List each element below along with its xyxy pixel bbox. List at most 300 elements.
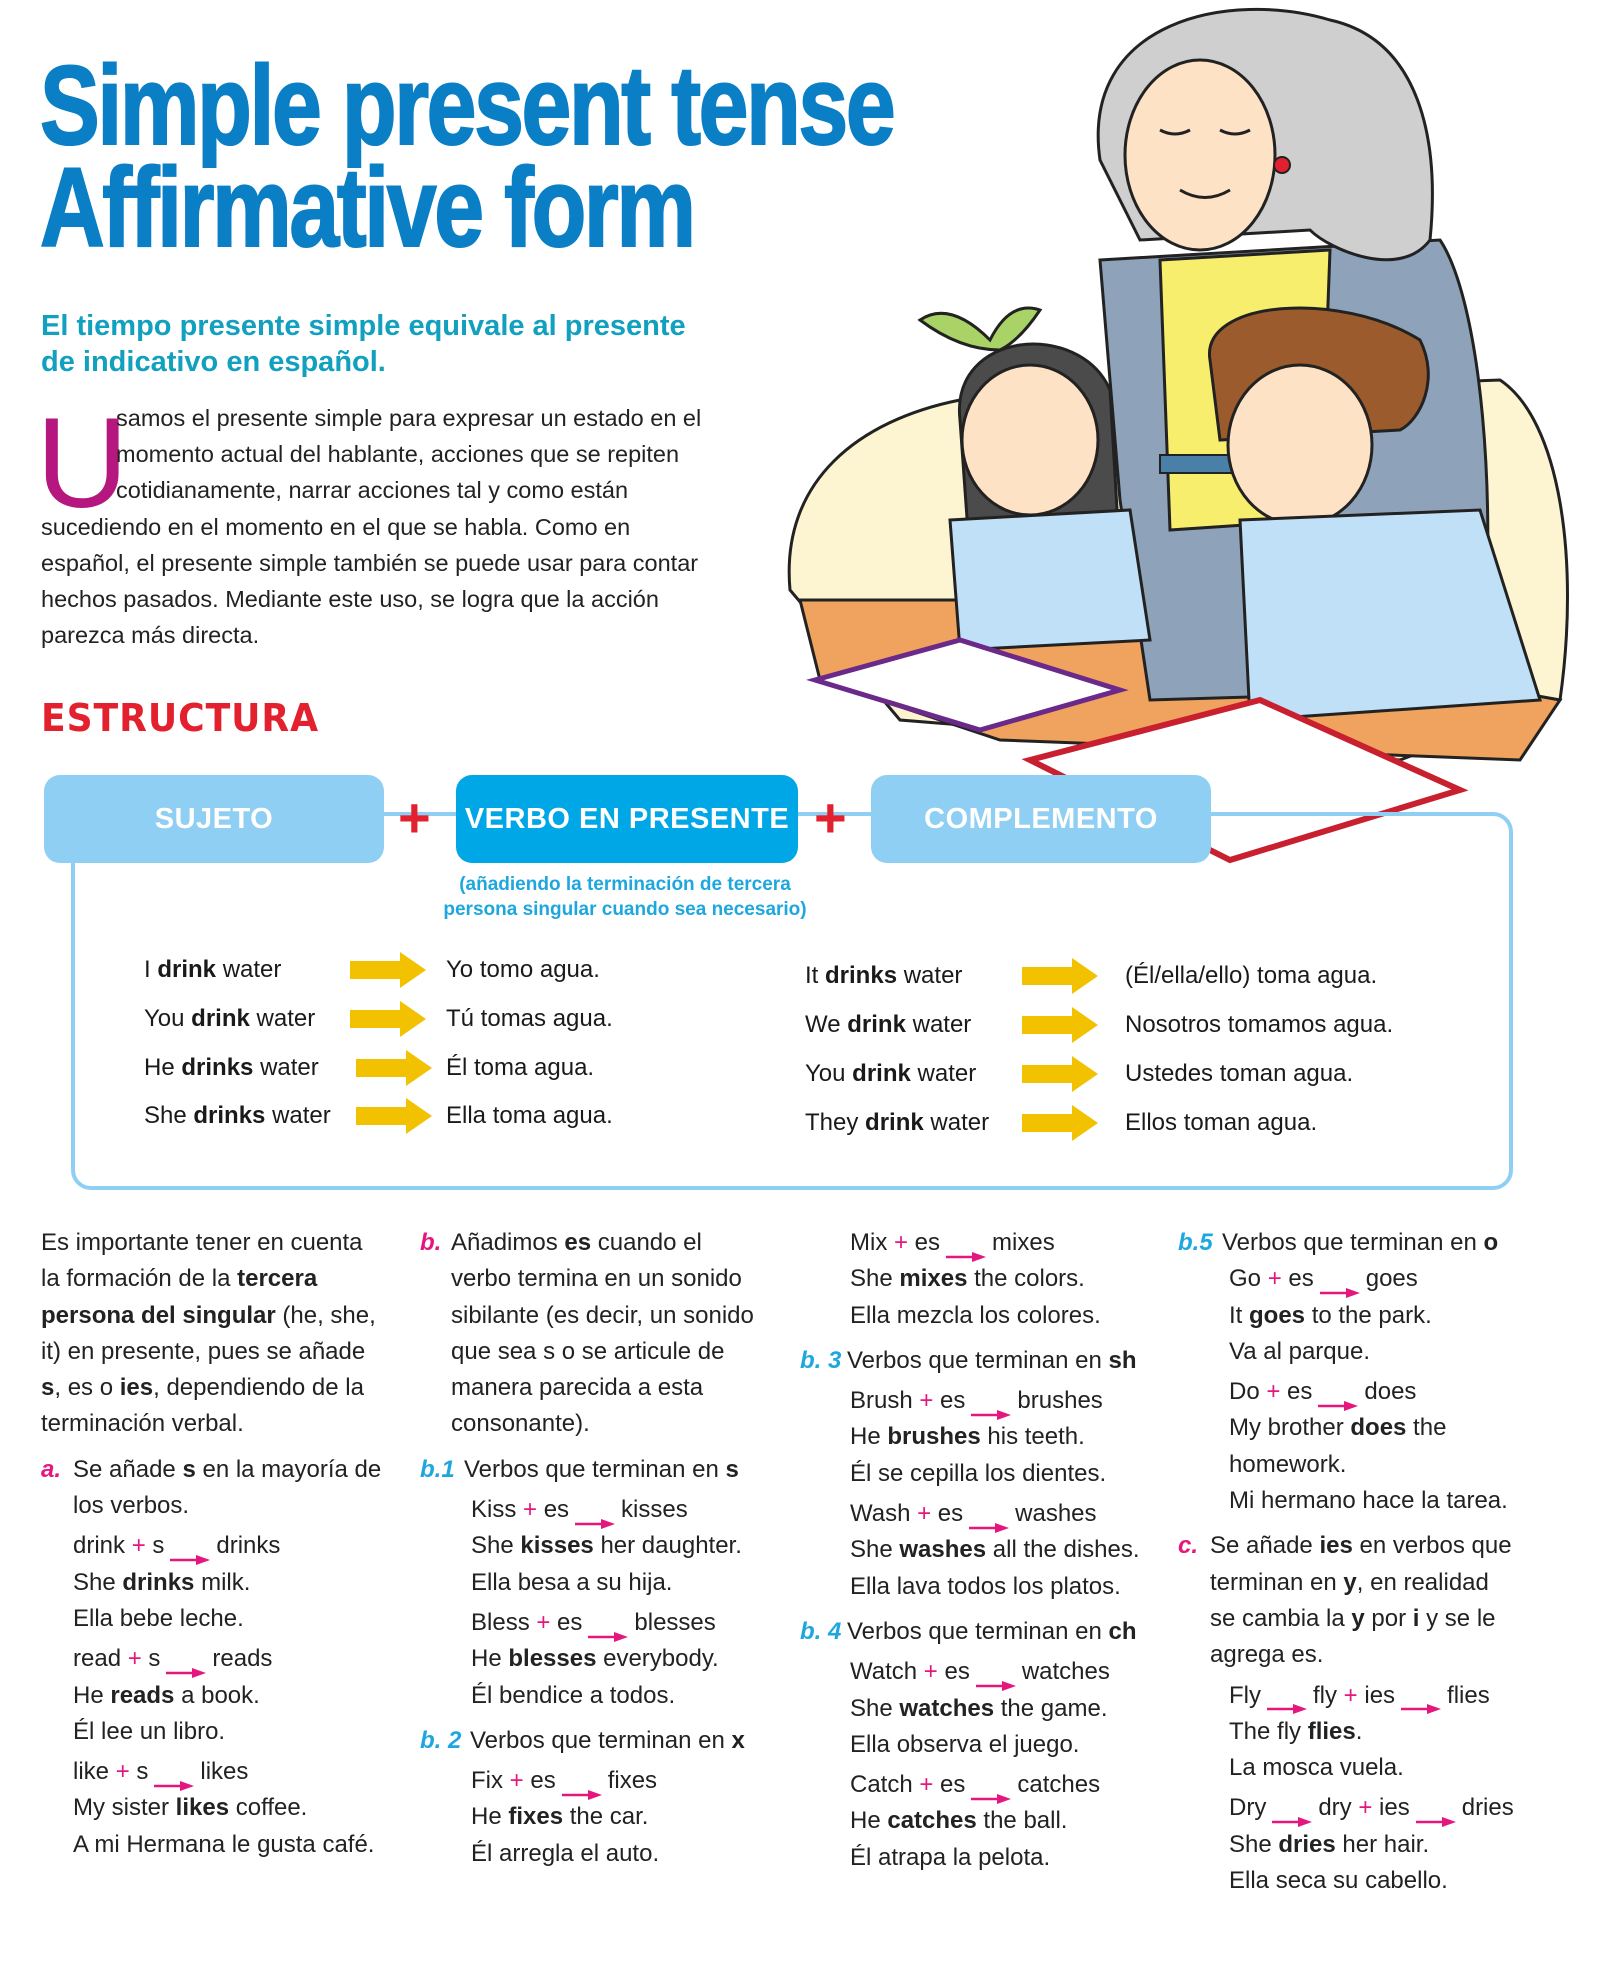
text: Añadimos xyxy=(451,1229,565,1256)
text: drinks xyxy=(216,1532,281,1560)
text-line xyxy=(1229,1334,1578,1370)
text: dry xyxy=(1318,1794,1359,1822)
english-sentence xyxy=(144,1054,319,1082)
text: He xyxy=(471,1645,509,1673)
text: Go xyxy=(1229,1265,1268,1293)
text-line xyxy=(850,1261,1180,1297)
text-line xyxy=(41,1334,411,1370)
text: flies xyxy=(1447,1681,1490,1709)
bold-text: es xyxy=(564,1229,592,1256)
text-line xyxy=(471,1763,800,1799)
rules-column xyxy=(1178,1225,1578,1899)
rule-block xyxy=(41,1452,411,1525)
rules-column xyxy=(420,1225,800,1872)
text: Ella observa el juego. xyxy=(850,1730,1080,1758)
plus-sign: + xyxy=(1343,1681,1358,1709)
example-block xyxy=(420,1605,800,1714)
english-sentence xyxy=(805,1109,989,1137)
text-line xyxy=(1229,1374,1578,1410)
text: que sea s o se articule de xyxy=(451,1337,725,1365)
bold-text: ch xyxy=(1108,1617,1137,1645)
text: all the dishes. xyxy=(986,1536,1140,1564)
text: , dependiendo de la xyxy=(153,1374,364,1402)
subject: I xyxy=(144,956,151,983)
bold-text: flies xyxy=(1307,1717,1356,1745)
text: Do xyxy=(1229,1378,1267,1406)
text: , es o xyxy=(54,1374,120,1402)
text-line xyxy=(1229,1447,1578,1483)
text: Verbos que terminan en xyxy=(470,1726,732,1754)
text: Bless xyxy=(471,1608,537,1636)
intro-line: parezca más directa. xyxy=(41,622,260,649)
verb: drinks xyxy=(825,962,898,989)
text-line xyxy=(451,1261,800,1297)
intro-line: sucediendo en el momento en el que se habla. Como en xyxy=(41,513,631,540)
rule-block xyxy=(420,1225,800,1443)
text: drink xyxy=(73,1532,132,1560)
text: blesses xyxy=(634,1608,716,1636)
text-line xyxy=(471,1528,800,1564)
yellow-arrow-icon xyxy=(1022,1056,1098,1092)
text: , en realidad xyxy=(1356,1568,1489,1596)
text: She xyxy=(850,1265,900,1293)
pink-arrow-icon xyxy=(971,1780,1011,1792)
plus-sign: + xyxy=(1266,1378,1281,1406)
plus-sign: + xyxy=(917,1500,932,1528)
text: brushes xyxy=(1017,1387,1103,1415)
text: Mix xyxy=(850,1229,894,1256)
text: fly xyxy=(1313,1681,1344,1709)
text: My sister xyxy=(73,1794,176,1822)
bold-text: blesses xyxy=(508,1645,597,1673)
text-line xyxy=(73,1641,411,1677)
text: homework. xyxy=(1229,1450,1347,1478)
text-line xyxy=(1210,1565,1578,1601)
text-line xyxy=(1210,1528,1578,1564)
text: es xyxy=(1280,1378,1313,1406)
text-line xyxy=(471,1836,800,1872)
text-line xyxy=(41,1298,411,1334)
plus-sign: + xyxy=(923,1658,938,1686)
plus-sign: + xyxy=(127,1645,142,1673)
text: Él arregla el auto. xyxy=(471,1839,660,1867)
bold-text: dries xyxy=(1278,1830,1336,1858)
page-title-line-1: Simple present tense xyxy=(40,43,894,168)
text: Ella seca su cabello. xyxy=(1229,1867,1448,1895)
complement-box: COMPLEMENTO xyxy=(871,775,1211,863)
english-sentence xyxy=(144,1102,331,1130)
text-line xyxy=(451,1406,800,1442)
rule-block xyxy=(41,1225,411,1443)
text: Fix xyxy=(471,1767,510,1795)
text: It xyxy=(1229,1301,1250,1329)
example-block xyxy=(800,1496,1180,1605)
text-line xyxy=(1229,1410,1578,1446)
plus-sign: + xyxy=(523,1496,538,1524)
text: por xyxy=(1364,1604,1413,1632)
text-line xyxy=(850,1727,1180,1763)
example-block xyxy=(41,1754,411,1863)
text: dries xyxy=(1461,1794,1514,1822)
plus-sign: + xyxy=(131,1532,146,1560)
intro-line: momento actual del hablante, acciones que se repiten xyxy=(116,441,680,468)
text: . xyxy=(1355,1717,1363,1745)
text-line xyxy=(73,1714,411,1750)
text: Él atrapa la pelota. xyxy=(850,1843,1051,1871)
text: se cambia la xyxy=(1210,1604,1352,1632)
object: water xyxy=(917,1060,977,1087)
bold-text: o xyxy=(1483,1229,1499,1256)
plus-sign: + xyxy=(115,1758,130,1786)
rules-column xyxy=(41,1225,411,1863)
spanish-translation: Yo tomo agua. xyxy=(446,956,600,983)
plus-sign: + xyxy=(1267,1265,1282,1293)
pink-arrow-icon xyxy=(1416,1803,1456,1815)
text: She xyxy=(850,1694,900,1722)
text: everybody. xyxy=(596,1645,719,1673)
bold-text: tercera xyxy=(237,1265,318,1293)
text: ies xyxy=(1357,1681,1396,1709)
teacher-children-illustration xyxy=(770,0,1600,880)
text: Verbos que terminan en xyxy=(1222,1229,1484,1256)
text-line xyxy=(73,1601,411,1637)
text: s xyxy=(129,1758,149,1786)
intro-line: español, el presente simple también se puede usar para contar xyxy=(41,549,699,576)
plus-sign: + xyxy=(536,1608,551,1636)
plus-sign-2: + xyxy=(814,786,847,849)
bold-text: sh xyxy=(1108,1346,1137,1374)
rule-label: a. xyxy=(41,1455,62,1483)
example-block xyxy=(800,1225,1180,1334)
yellow-arrow-icon xyxy=(356,1098,432,1134)
text-line xyxy=(1229,1261,1578,1297)
text-line xyxy=(850,1767,1180,1803)
text: the xyxy=(1406,1414,1447,1442)
subject: It xyxy=(805,962,819,989)
example-block xyxy=(420,1763,800,1872)
text-line xyxy=(73,1790,411,1826)
intro-line: hechos pasados. Mediante este uso, se logra que la acción xyxy=(41,586,659,612)
rule-label: b. 3 xyxy=(800,1346,842,1374)
text: es xyxy=(537,1496,570,1524)
plus-sign-1: + xyxy=(398,786,431,849)
text: Mi hermano hace la tarea. xyxy=(1229,1487,1508,1515)
bold-text: washes xyxy=(899,1536,987,1564)
spanish-translation: Tú tomas agua. xyxy=(446,1004,613,1032)
text-line xyxy=(451,1225,800,1261)
pink-arrow-icon xyxy=(946,1238,986,1250)
english-sentence xyxy=(805,962,962,990)
text: to the park. xyxy=(1305,1301,1432,1329)
text-line xyxy=(73,1827,411,1863)
pink-arrow-icon xyxy=(166,1654,206,1666)
subject: You xyxy=(805,1060,846,1087)
subject-box: SUJETO xyxy=(44,775,384,863)
text: La mosca vuela. xyxy=(1229,1754,1404,1782)
text: He xyxy=(850,1807,888,1835)
intro-line: samos el presente simple para expresar un estado en el xyxy=(116,405,702,431)
bold-text: brushes xyxy=(887,1423,981,1451)
verb: drinks xyxy=(181,1053,254,1081)
pink-arrow-icon xyxy=(588,1618,628,1630)
example-block xyxy=(41,1641,411,1750)
rule-label: b. xyxy=(420,1229,442,1256)
text-line xyxy=(1229,1483,1578,1519)
plus-sign: + xyxy=(1358,1794,1373,1822)
text: Ella lava todos los platos. xyxy=(850,1572,1121,1600)
text: agrega es. xyxy=(1210,1641,1324,1669)
yellow-arrow-icon xyxy=(1022,1007,1098,1043)
pink-arrow-icon xyxy=(1272,1803,1312,1815)
text: the ball. xyxy=(976,1807,1068,1835)
verb: drink xyxy=(865,1109,924,1136)
pink-arrow-icon xyxy=(971,1396,1011,1408)
text: My brother xyxy=(1229,1414,1351,1442)
pink-arrow-icon xyxy=(1318,1387,1358,1399)
spanish-translation: Ellos toman agua. xyxy=(1125,1109,1318,1136)
bold-text: drinks xyxy=(122,1568,195,1596)
text: Ella mezcla los colores. xyxy=(850,1301,1101,1329)
text: does xyxy=(1364,1378,1417,1406)
subtitle-line-2: de indicativo en español. xyxy=(41,346,386,378)
text: Él bendice a todos. xyxy=(471,1681,676,1709)
bold-text: y xyxy=(1343,1568,1357,1596)
bold-text: s xyxy=(725,1455,739,1483)
page-title-line-2: Affirmative form xyxy=(40,145,694,270)
text-line xyxy=(471,1605,800,1641)
bold-text: y xyxy=(1351,1604,1365,1632)
text: She xyxy=(471,1532,521,1560)
bold-text: goes xyxy=(1249,1301,1306,1329)
text: cuando el xyxy=(591,1229,702,1256)
bold-text: fixes xyxy=(508,1803,564,1831)
structure-heading: ESTRUCTURA xyxy=(41,696,320,740)
rule-label: b.1 xyxy=(420,1455,455,1483)
plus-sign: + xyxy=(919,1771,934,1799)
text: verbo termina en un sonido xyxy=(451,1265,742,1293)
text-line xyxy=(73,1528,411,1564)
spanish-translation: Ustedes toman agua. xyxy=(1125,1060,1354,1087)
text: Él lee un libro. xyxy=(73,1717,226,1745)
text: ies xyxy=(1372,1794,1410,1822)
text: Verbos que terminan en xyxy=(847,1617,1109,1645)
text: A mi Hermana le gusta café. xyxy=(73,1830,375,1858)
text-line xyxy=(464,1452,800,1488)
example-block xyxy=(800,1767,1180,1876)
text: the car. xyxy=(563,1803,649,1831)
rule-label: b. 4 xyxy=(800,1617,842,1645)
object: water xyxy=(930,1109,990,1136)
pink-arrow-icon xyxy=(1320,1274,1360,1286)
spanish-translation: (Él/ella/ello) toma agua. xyxy=(1125,962,1378,989)
text-line xyxy=(1222,1225,1578,1261)
text: read xyxy=(73,1645,128,1673)
text-line xyxy=(41,1261,411,1297)
text: He xyxy=(73,1681,111,1709)
text-line xyxy=(850,1225,1180,1261)
text: es xyxy=(1281,1265,1314,1293)
spanish-translation: Nosotros tomamos agua. xyxy=(1125,1011,1394,1038)
verb: drink xyxy=(847,1011,906,1038)
subject: You xyxy=(144,1004,185,1032)
text-line xyxy=(451,1370,800,1406)
text: es xyxy=(937,1658,970,1686)
text: coffee. xyxy=(229,1794,308,1822)
pink-arrow-icon xyxy=(562,1776,602,1788)
object: water xyxy=(912,1011,972,1038)
verb: drink xyxy=(191,1004,250,1032)
english-sentence xyxy=(805,1060,976,1088)
object: water xyxy=(256,1004,316,1032)
text: es xyxy=(931,1500,964,1528)
text: y se le xyxy=(1419,1604,1496,1632)
pink-arrow-icon xyxy=(154,1767,194,1779)
text-line xyxy=(1210,1601,1578,1637)
pink-arrow-icon xyxy=(1401,1690,1441,1702)
text-line xyxy=(850,1532,1180,1568)
text: Fly xyxy=(1229,1681,1261,1709)
example-block xyxy=(800,1654,1180,1763)
text: a book. xyxy=(174,1681,260,1709)
example-block xyxy=(800,1383,1180,1492)
rule-block xyxy=(420,1452,800,1488)
bold-text: watches xyxy=(899,1694,995,1722)
text-line xyxy=(73,1754,411,1790)
rule-block xyxy=(1178,1528,1578,1673)
english-sentence xyxy=(144,1005,315,1033)
bold-text: does xyxy=(1350,1414,1407,1442)
text-line xyxy=(850,1691,1180,1727)
example-block xyxy=(41,1528,411,1637)
text: Wash xyxy=(850,1500,918,1528)
subject: She xyxy=(144,1102,187,1130)
text-line xyxy=(1229,1678,1578,1714)
text: the game. xyxy=(994,1694,1108,1722)
rule-block xyxy=(800,1614,1180,1650)
example-block xyxy=(420,1492,800,1601)
pink-arrow-icon xyxy=(170,1541,210,1553)
text: kisses xyxy=(621,1496,688,1524)
rule-block xyxy=(420,1723,800,1759)
text: Es importante tener en cuenta xyxy=(41,1229,363,1256)
yellow-arrow-icon xyxy=(1022,1105,1098,1141)
text-line xyxy=(470,1723,800,1759)
verb-note-line-2: persona singular cuando sea necesario) xyxy=(443,899,807,920)
verb-box: VERBO EN PRESENTE xyxy=(456,775,798,863)
text-line xyxy=(1210,1637,1578,1673)
bold-text: reads xyxy=(110,1681,175,1709)
text-line xyxy=(850,1840,1180,1876)
text: en la mayoría de xyxy=(195,1455,382,1483)
text: es xyxy=(523,1767,556,1795)
text-line xyxy=(847,1343,1180,1379)
text: goes xyxy=(1365,1265,1418,1293)
text-line xyxy=(850,1803,1180,1839)
text: She xyxy=(1229,1830,1279,1858)
bold-text: x xyxy=(731,1726,745,1754)
bold-text: mixes xyxy=(899,1265,968,1293)
text: She xyxy=(850,1536,900,1564)
text: He xyxy=(850,1423,888,1451)
text: (he, she, xyxy=(275,1301,376,1329)
bold-text: likes xyxy=(175,1794,230,1822)
bold-text: persona del singular xyxy=(41,1301,276,1329)
text: en verbos que xyxy=(1352,1532,1512,1560)
rule-block xyxy=(800,1343,1180,1379)
intro-line: cotidianamente, narrar acciones tal y como están xyxy=(116,477,629,504)
text: Kiss xyxy=(471,1496,524,1524)
pink-arrow-icon xyxy=(976,1667,1016,1679)
plus-sign: + xyxy=(894,1229,909,1256)
text-line xyxy=(451,1298,800,1334)
text-line xyxy=(73,1565,411,1601)
text: terminación verbal. xyxy=(41,1410,244,1438)
text-line xyxy=(471,1799,800,1835)
yellow-arrow-icon xyxy=(356,1050,432,1086)
text-line xyxy=(850,1419,1180,1455)
text: Va al parque. xyxy=(1229,1337,1370,1365)
text-line xyxy=(850,1383,1180,1419)
rule-label: c. xyxy=(1178,1532,1199,1560)
subject: We xyxy=(805,1011,841,1038)
text-line xyxy=(850,1298,1180,1334)
verb-note-line-1: (añadiendo la terminación de tercera xyxy=(459,874,791,895)
verb: drink xyxy=(852,1060,911,1087)
object: water xyxy=(903,962,963,989)
rule-label: b.5 xyxy=(1178,1229,1213,1256)
verb: drinks xyxy=(193,1102,266,1130)
text-line xyxy=(850,1569,1180,1605)
text: her daughter. xyxy=(593,1532,742,1560)
text-line xyxy=(850,1496,1180,1532)
text: Catch xyxy=(850,1771,920,1799)
yellow-arrow-icon xyxy=(350,1001,426,1037)
text: Ella bebe leche. xyxy=(73,1604,244,1632)
text: Verbos que terminan en xyxy=(464,1455,726,1483)
text: catches xyxy=(1017,1771,1101,1799)
text-line xyxy=(847,1614,1180,1650)
text: s xyxy=(145,1532,165,1560)
bold-text: i xyxy=(1412,1604,1420,1632)
text: consonante). xyxy=(451,1410,590,1438)
text: milk. xyxy=(194,1568,251,1596)
text: He xyxy=(471,1803,509,1831)
rules-column xyxy=(800,1225,1180,1876)
text: es xyxy=(933,1771,966,1799)
drop-cap: U xyxy=(36,392,129,535)
text: Se añade xyxy=(73,1455,183,1483)
text: reads xyxy=(212,1645,273,1673)
text-line xyxy=(73,1488,411,1524)
bold-text: catches xyxy=(887,1807,977,1835)
bold-text: kisses xyxy=(520,1532,594,1560)
text: likes xyxy=(200,1758,249,1786)
text: The fly xyxy=(1229,1717,1308,1745)
text: mixes xyxy=(992,1229,1055,1256)
text: She xyxy=(73,1568,123,1596)
example-block xyxy=(1178,1374,1578,1519)
spanish-translation: Él toma agua. xyxy=(446,1053,595,1081)
text-line xyxy=(471,1678,800,1714)
text: sibilante (es decir, un sonido xyxy=(451,1301,754,1329)
text: los verbos. xyxy=(73,1492,190,1520)
text: his teeth. xyxy=(980,1423,1085,1451)
example-block xyxy=(1178,1678,1578,1787)
subject: He xyxy=(144,1053,175,1081)
text-line xyxy=(1229,1790,1578,1826)
text-line xyxy=(850,1456,1180,1492)
text-line xyxy=(41,1406,411,1442)
